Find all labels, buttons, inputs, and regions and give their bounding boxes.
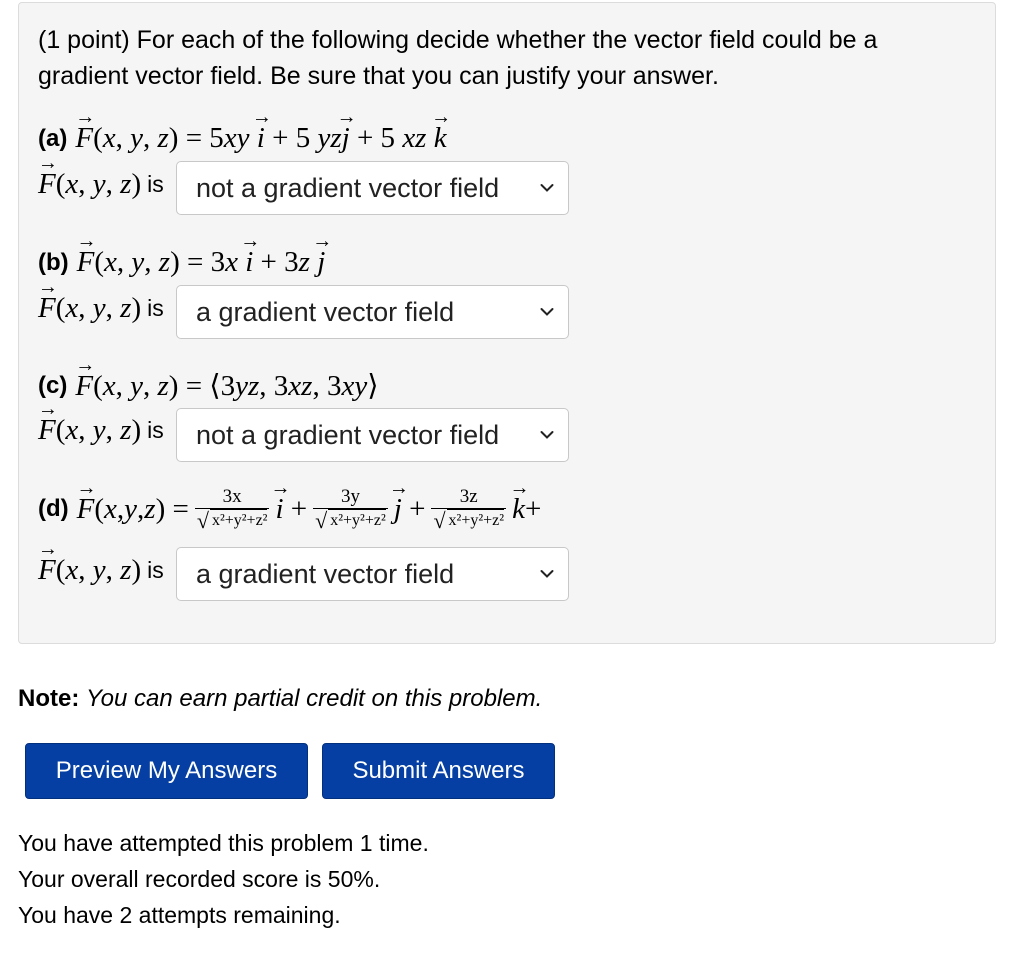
part-d-answer-select[interactable] <box>176 547 569 601</box>
part-c-lhs: F →(x, y, z) <box>38 414 141 447</box>
part-a-answer-row <box>38 168 172 201</box>
part-c-answer-row <box>38 414 172 447</box>
part-d-statement <box>38 486 541 532</box>
chevron-down-icon <box>538 303 556 321</box>
note-text: You can earn partial credit on this problem. <box>86 685 543 712</box>
is-label: is <box>147 171 164 197</box>
is-label: is <box>147 557 164 583</box>
is-label: is <box>147 295 164 321</box>
is-label: is <box>147 417 164 443</box>
select-value: a gradient vector field <box>196 558 455 589</box>
part-b-label: (b) <box>38 248 69 276</box>
remaining-status: You have 2 attempts remaining. <box>18 902 341 928</box>
numerator-z: 3z <box>459 486 478 507</box>
score-status: Your overall recorded score is 50%. <box>18 866 381 892</box>
partial-credit-note <box>18 685 542 713</box>
chevron-down-icon <box>538 565 556 583</box>
part-c-formula: F →(x, y, z) = ⟨3yz, 3xz, 3xy⟩ <box>75 368 378 403</box>
note-label: Note: <box>18 685 80 712</box>
preview-answers-button[interactable]: Preview My Answers <box>25 743 308 799</box>
part-b-answer-select[interactable] <box>176 285 569 339</box>
part-a-answer-select[interactable] <box>176 161 569 215</box>
fraction-z: 3z √ x²+y²+z² <box>433 486 505 533</box>
part-c-answer-select[interactable] <box>176 408 569 462</box>
select-value: a gradient vector field <box>196 296 455 327</box>
part-b-formula: F →(x, y, z) = 3x i → + 3z j → <box>77 246 326 279</box>
numerator-x: 3x <box>222 486 242 507</box>
fraction-y: 3y √ x²+y²+z² <box>315 486 386 533</box>
select-value: not a gradient vector field <box>196 172 500 203</box>
part-b-lhs: F →(x, y, z) <box>38 292 141 325</box>
submit-answers-button[interactable]: Submit Answers <box>322 743 555 799</box>
part-b-statement <box>38 246 325 279</box>
fraction-x: 3x √ x²+y²+z² <box>196 486 268 533</box>
part-a-lhs: F →(x, y, z) <box>38 168 141 201</box>
denominator: x²+y²+z² <box>328 509 386 532</box>
part-d-formula: F → ( x , y , z ) = 3x √ x²+y²+z² i → + 3y √ x²+y²+z² j → + 3z √ x²+y²+z² k → + <box>77 486 542 532</box>
part-d-lhs: F →(x, y, z) <box>38 554 141 587</box>
chevron-down-icon <box>538 179 556 197</box>
part-c-label: (c) <box>38 371 68 399</box>
part-d-answer-row <box>38 554 172 587</box>
part-b-answer-row <box>38 292 172 325</box>
attempts-status: You have attempted this problem 1 time. <box>18 830 429 856</box>
chevron-down-icon <box>538 426 556 444</box>
part-a-statement <box>38 122 447 155</box>
part-a-label: (a) <box>38 124 68 152</box>
select-value: not a gradient vector field <box>196 419 500 450</box>
part-d-label: (d) <box>38 495 69 522</box>
problem-intro: (1 point) For each of the following decide whether the vector field could be a gradient vector field. Be sure that you can justify your answer. <box>38 26 878 90</box>
part-a-formula: F →(x, y, z) = 5xy i → + 5 yzj → + 5 xz k → <box>75 122 446 155</box>
numerator-y: 3y <box>340 486 360 507</box>
part-c-statement <box>38 368 379 403</box>
denominator: x²+y²+z² <box>210 509 268 532</box>
denominator: x²+y²+z² <box>447 509 505 532</box>
